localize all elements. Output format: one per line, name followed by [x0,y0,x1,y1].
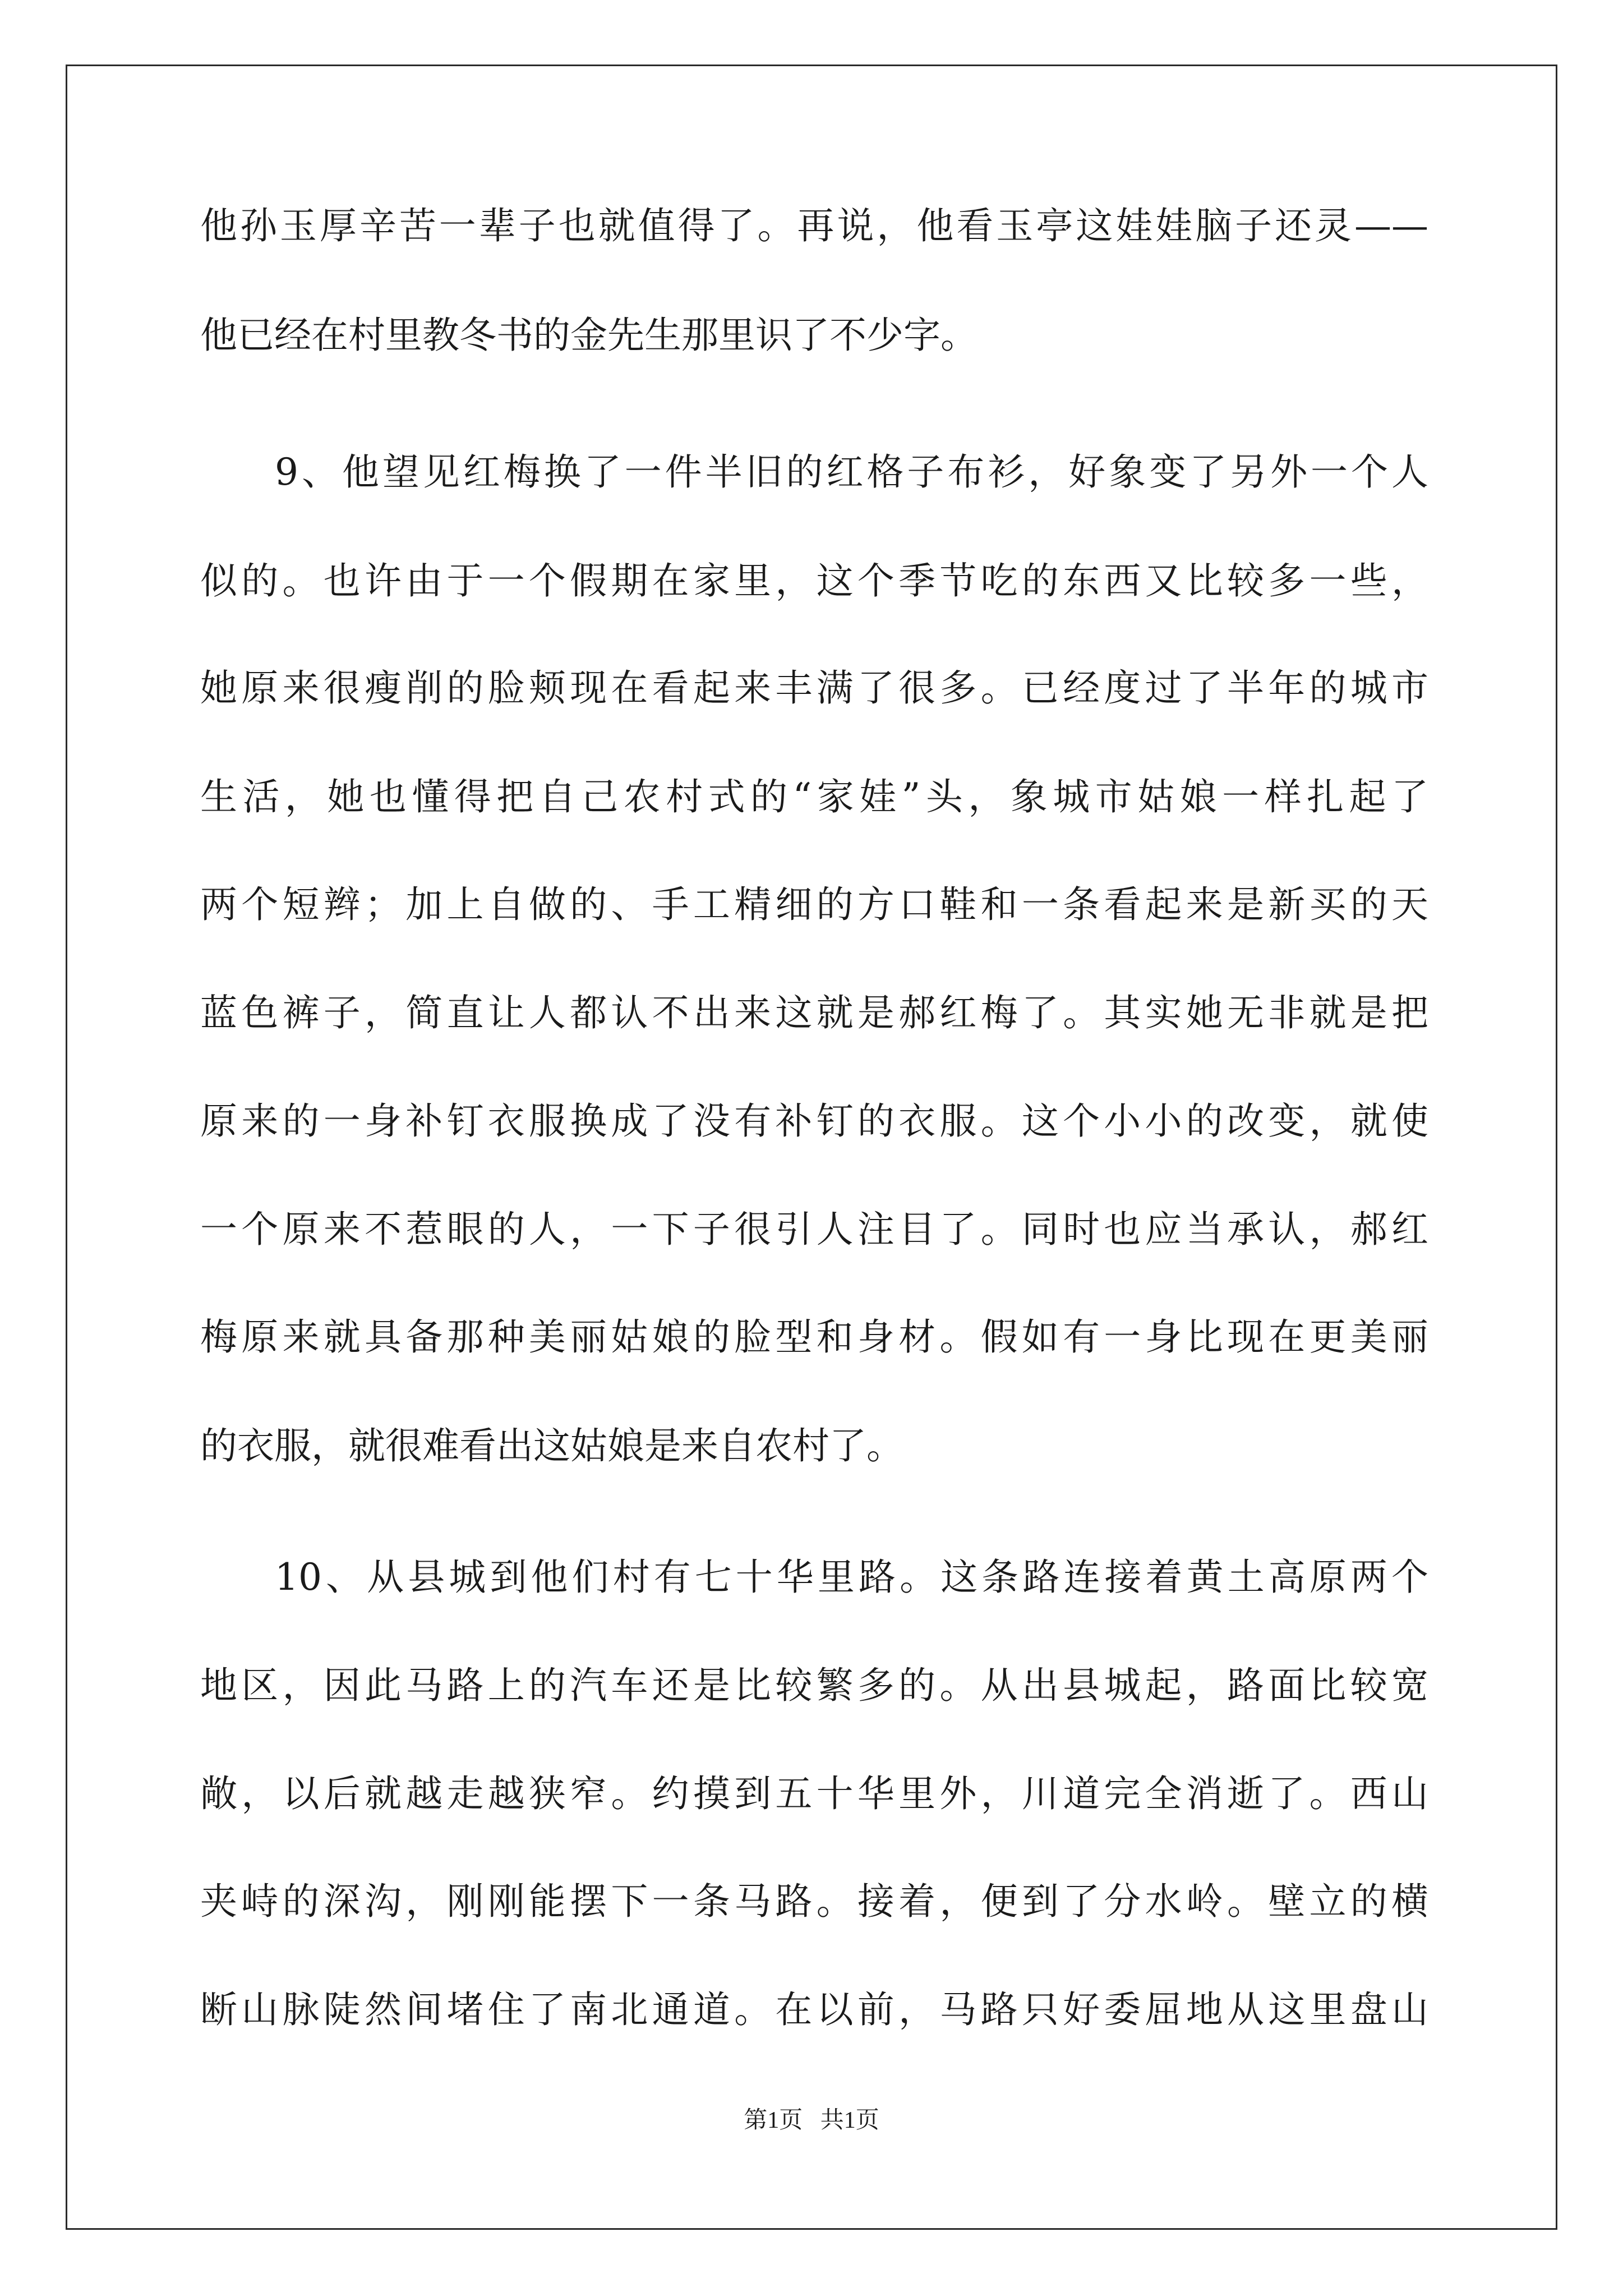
text-line: 夹峙的深沟，刚刚能摆下一条马路。接着，便到了分水岭。壁立的横 [200,1880,1428,1923]
text-line: 她原来很瘦削的脸颊现在看起来丰满了很多。已经度过了半年的城市 [200,666,1428,710]
text-line: 梅原来就具备那种美丽姑娘的脸型和身材。假如有一身比现在更美丽 [200,1315,1428,1359]
text-line: 蓝色裤子，简直让人都认不出来这就是郝红梅了。其实她无非就是把 [200,991,1428,1034]
page-total: 共1页 [820,2108,879,2133]
text-line: 两个短辫；加上自做的、手工精细的方口鞋和一条看起来是新买的天 [200,883,1428,926]
text-line: 他已经在村里教冬书的金先生那里识了不少字。 [200,314,978,357]
text-line: 的衣服，就很难看出这姑娘是来自农村了。 [200,1424,903,1467]
text-line: 地区，因此马路上的汽车还是比较繁多的。从出县城起，路面比较宽 [200,1664,1428,1707]
text-line: 10、从县城到他们村有七十华里路。这条路连接着黄土高原两个 [275,1556,1428,1599]
page-footer [0,2104,1623,2137]
text-line: 9、他望见红梅换了一件半旧的红格子布衫，好象变了另外一个人 [275,450,1428,494]
text-line: 似的。也许由于一个假期在家里，这个季节吃的东西又比较多一些， [200,559,1428,602]
text-line: 他孙玉厚辛苦一辈子也就值得了。再说，他看玉亭这娃娃脑子还灵—— [200,204,1428,247]
text-line: 敞，以后就越走越狭窄。约摸到五十华里外，川道完全消逝了。西山 [200,1772,1428,1815]
text-line: 原来的一身补钉衣服换成了没有补钉的衣服。这个小小的改变，就使 [200,1099,1428,1143]
page-number: 第1页 [744,2108,803,2133]
text-line: 生活，她也懂得把自己农村式的“家娃”头，象城市姑娘一样扎起了 [200,775,1428,818]
text-line: 断山脉陡然间堵住了南北通道。在以前，马路只好委屈地从这里盘山 [200,1988,1428,2031]
text-line: 一个原来不惹眼的人，一下子很引人注目了。同时也应当承认，郝红 [200,1208,1428,1251]
